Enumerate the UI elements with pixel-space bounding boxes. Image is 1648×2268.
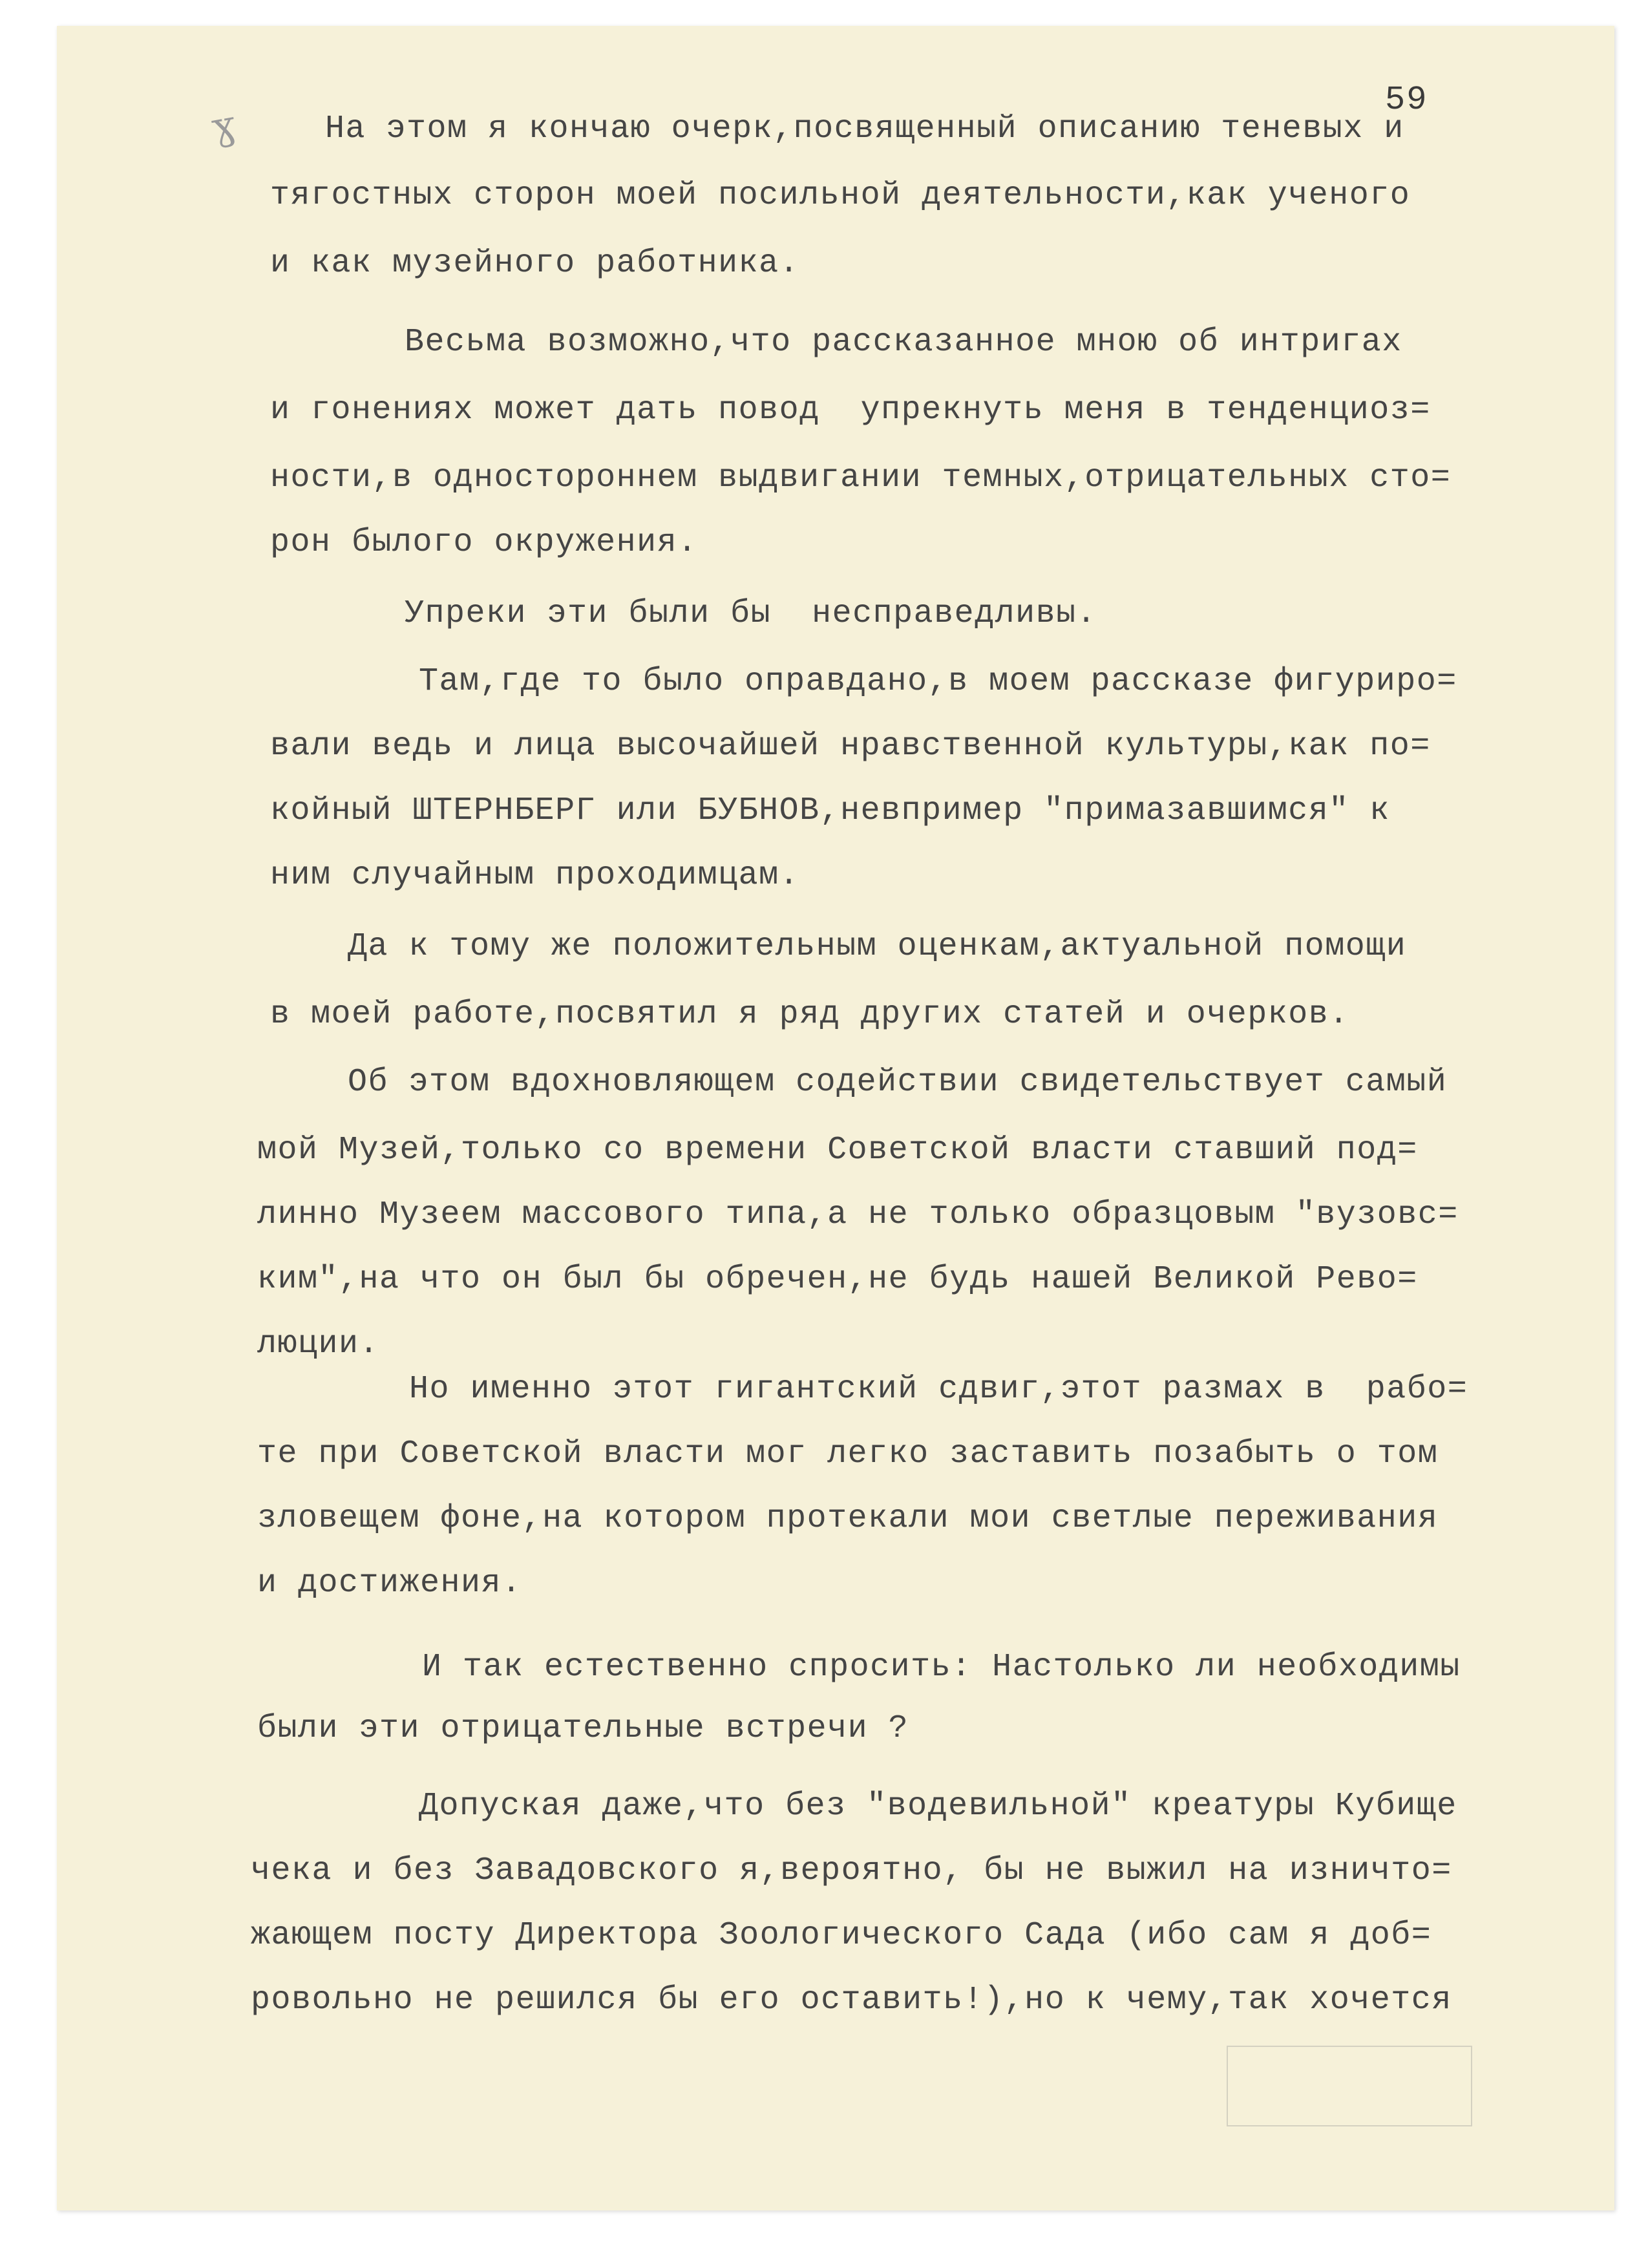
text-line: были эти отрицательные встречи ? — [257, 1710, 909, 1747]
text-line: жающем посту Директора Зоологического Сада (ибо сам я доб= — [251, 1917, 1432, 1954]
text-line: тягостных сторон моей посильной деятельности,как ученого — [270, 177, 1411, 214]
text-line: И так естественно спросить: Настолько ли необходимы — [422, 1649, 1461, 1686]
text-line: ким",на что он был бы обречен,не будь нашей Великой Рево= — [257, 1261, 1418, 1298]
text-line: в моей работе,посвятил я ряд других статей и очерков. — [270, 996, 1349, 1033]
text-line: койный ШТЕРНБЕРГ или БУБНОВ,невпример "примазавшимся" к — [270, 792, 1390, 829]
text-line: мой Музей,только со времени Советской власти ставший под= — [257, 1132, 1418, 1169]
text-line: те при Советской власти мог легко заставить позабыть о том — [257, 1436, 1439, 1472]
text-line: Да к тому же положительным оценкам,актуальной помощи — [348, 928, 1407, 965]
pencil-mark: ɣ — [208, 101, 239, 151]
text-line: На этом я кончаю очерк,посвященный описанию теневых и — [325, 111, 1404, 147]
text-line: и гонениях может дать повод упрекнуть меня в тенденциоз= — [270, 392, 1431, 429]
archive-stamp — [1227, 2046, 1472, 2126]
text-line: чека и без Завадовского я,вероятно, бы не выжил на изничто= — [251, 1852, 1452, 1889]
text-line: Упреки эти были бы несправедливы. — [405, 595, 1097, 632]
text-line: зловещем фоне,на котором протекали мои светлые переживания — [257, 1500, 1439, 1537]
text-line: рон былого окружения. — [270, 524, 698, 561]
text-line: ровольно не решился бы его оставить!),но к чему,так хочется — [251, 1982, 1452, 2019]
text-line: ности,в одностороннем выдвигании темных,отрицательных сто= — [270, 460, 1452, 496]
text-line: Допуская даже,что без "водевильной" креатуры Кубище — [419, 1788, 1457, 1825]
text-line: и как музейного работника. — [270, 245, 800, 282]
text-line: люции. — [257, 1326, 380, 1362]
text-line: ним случайным проходимцам. — [270, 857, 800, 894]
text-line: Но именно этот гигантский сдвиг,этот размах в рабо= — [409, 1371, 1468, 1408]
text-line: линно Музеем массового типа,а не только образцовым "вузовс= — [257, 1196, 1459, 1233]
text-line: Там,где то было оправдано,в моем рассказе фигуриро= — [419, 663, 1457, 700]
text-line: Весьма возможно,что рассказанное мною об интригах — [405, 324, 1402, 361]
text-line: и достижения. — [257, 1565, 522, 1602]
typed-page — [57, 26, 1614, 2210]
text-line: вали ведь и лица высочайшей нравственной культуры,как по= — [270, 728, 1431, 765]
page-number: 59 — [1385, 81, 1428, 119]
text-line: Об этом вдохновляющем содействии свидетельствует самый — [348, 1064, 1448, 1101]
